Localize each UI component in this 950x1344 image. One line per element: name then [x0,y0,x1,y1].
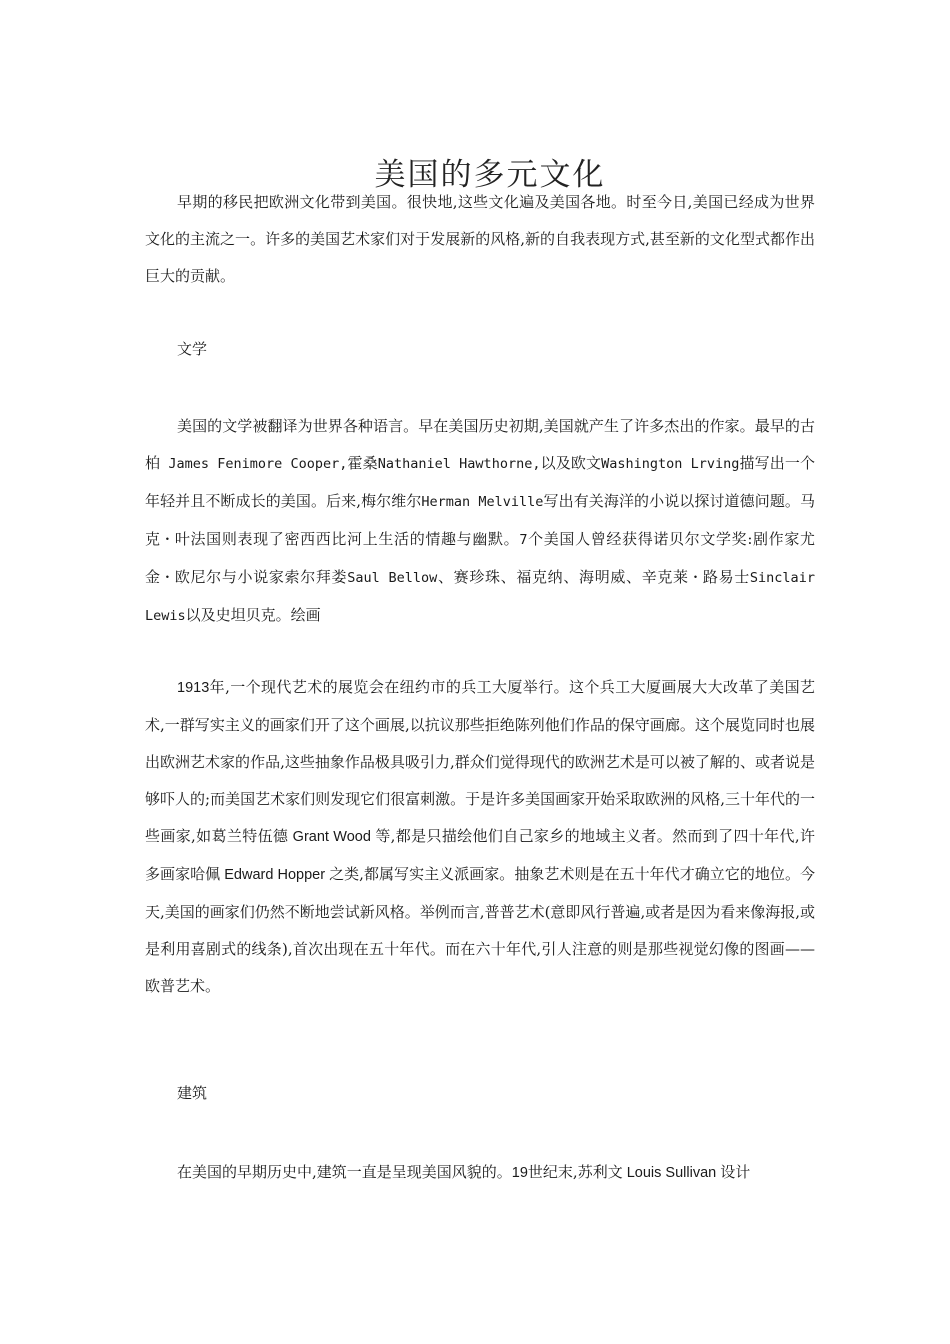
author-name: Sinclair Lewis [145,570,815,624]
text-run: 路易士 [702,568,750,586]
section-heading-literature: 文学 [177,340,208,358]
year: 1913 [177,680,210,696]
text-run: 年,一个现代艺术的展览会在纽约市的兵工大厦举行。这个兵工大厦画展大大改革了美国艺术,一群写实主义的画家们开了这个画展,以抗议那些拒绝陈列他们作品的保守画廊。这个展览同时也展出欧洲艺术家的作品,这些抽象作品极具吸引力,群众们觉得现代的欧洲艺术是可以被了解的、或者说是够吓人的;而美国艺术家们则发现它们很富刺激。于是许多美国画家开始采取欧洲的风格,三十年代的一些画家,如葛兰特伍德 [145,678,815,845]
painting-paragraph [145,669,815,1005]
section-heading-architecture: 建筑 [177,1084,208,1102]
text-run: 等,都是只描绘他们自己家乡的地域主义者。然而到了四十年代,许多画家哈佩 [145,827,816,883]
text-run: 设计 [720,1163,751,1181]
text-run: 以及史坦贝克。绘画 [185,606,321,624]
middle-dot: ・ [160,570,175,586]
page-title: 美国的多元文化 [374,156,606,193]
text-run: 世纪末,苏利文 [527,1163,623,1181]
text-run: 以及欧文 [540,454,602,472]
text-run: 霍桑 [347,454,378,472]
author-name: Nathaniel Hawthorne, [377,456,541,472]
text-run: 、赛珍珠、福克纳、海明威、辛克莱 [437,568,689,586]
artist-name: Grant Wood [288,829,376,845]
architect-name: Louis Sullivan [622,1165,721,1181]
author-name: Saul Bellow [347,570,438,586]
literature-paragraph [145,408,815,635]
author-name: Herman Melville [421,494,544,510]
number: 7 [519,532,528,548]
text-run: 欧尼尔与小说家索尔拜娄 [174,568,348,586]
number: 19 [511,1165,528,1181]
text-run: 在美国的早期历史中,建筑一直是呈现美国风貌的。 [177,1163,512,1181]
author-name: Washington Lrving [601,456,740,472]
text-run: 写出有关海洋的小说以探讨道德问题。马克 [145,492,815,548]
middle-dot: ・ [688,570,703,586]
intro-paragraph: 早期的移民把欧洲文化带到美国。很快地,这些文化遍及美国各地。时至今日,美国已经成为世界文化的主流之一。许多的美国艺术家们对于发展新的风格,新的自我表现方式,甚至新的文化型式都作出巨大的贡献。 [145,193,815,285]
text-run: 描写出一个年轻并且不断成长的美国。后来,梅尔维尔 [145,454,815,510]
author-name: James Fenimore Cooper, [160,456,348,472]
text-run: 之类,都属写实主义派画家。抽象艺术则是在五十年代才确立它的地位。今天,美国的画家们仍然不断地尝试新风格。举例而言,普普艺术(意即风行普遍,或者是因为看来像海报,或是利用喜剧式的线条),首次出现在五十年代。而在六十年代,引人注意的则是那些视觉幻像的图画——欧普艺术。 [145,865,815,995]
artist-name: Edward Hopper [220,867,330,883]
text-run: 叶法国则表现了密西西比河上生活的情趣与幽默。 [174,530,520,548]
text-run: 美国的文学被翻译为世界各种语言。早在美国历史初期,美国就产生了许多杰出的作家。最早的古柏 [145,417,815,472]
architecture-paragraph [145,1154,815,1192]
middle-dot: ・ [160,532,175,548]
text-run: 个美国人曾经获得诺贝尔文学奖:剧作家尤金 [145,530,815,586]
